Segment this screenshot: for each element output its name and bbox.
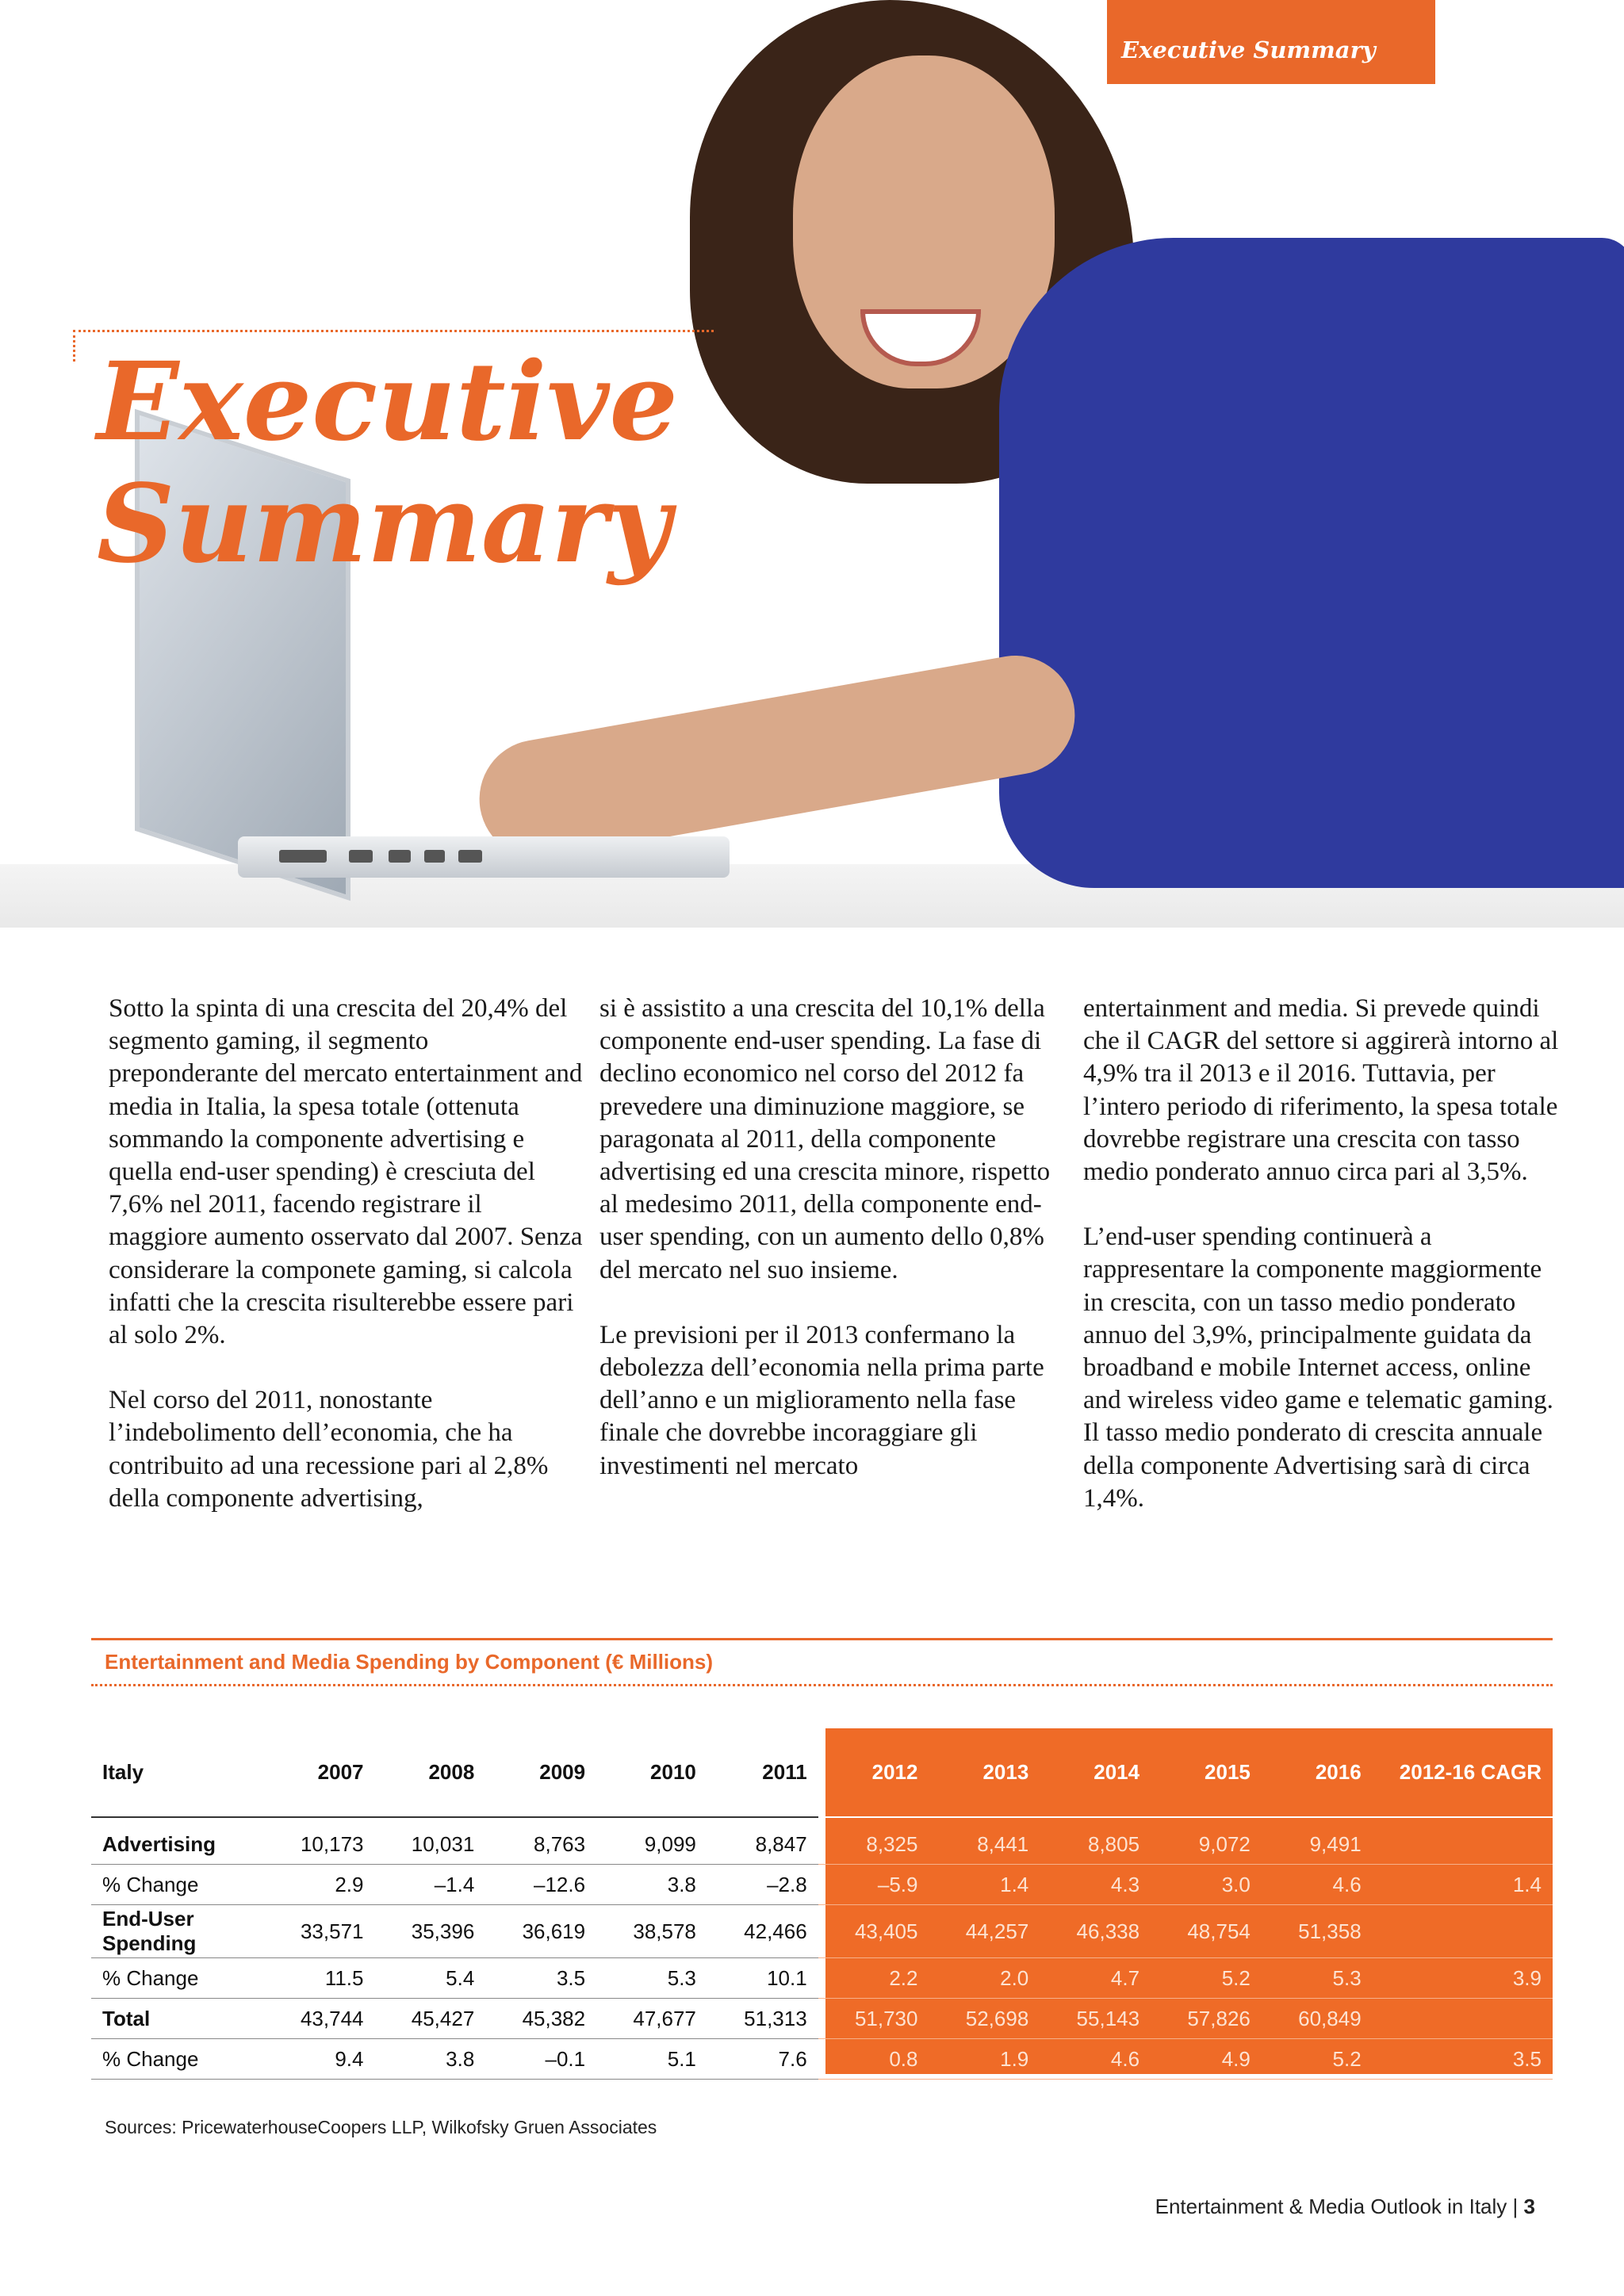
cell: 5.4 xyxy=(375,1958,486,1999)
cell: 9,491 xyxy=(1262,1817,1373,1865)
row-label: End-User Spending xyxy=(91,1905,264,1958)
cell: 5.1 xyxy=(596,2039,707,2080)
cell: 38,578 xyxy=(596,1905,707,1958)
hero-arm xyxy=(470,646,1085,868)
col-header: 2007 xyxy=(264,1728,375,1817)
cell: 51,313 xyxy=(707,1999,818,2039)
cell: 8,441 xyxy=(929,1817,1040,1865)
cell: 4.7 xyxy=(1040,1958,1151,1999)
cell: 2.2 xyxy=(818,1958,929,1999)
table-header-row xyxy=(91,1728,1553,1817)
body-column-2 xyxy=(599,993,1075,1515)
table-row xyxy=(91,1958,1553,1999)
spending-table xyxy=(91,1728,1553,2080)
paragraph: Nel corso del 2011, nonostante l’indebolimento dell’economia, che ha contribuito ad una recessione pari al 2,8% della componente advertising, xyxy=(109,1386,549,1513)
table-row xyxy=(91,2039,1553,2080)
cell: –5.9 xyxy=(818,1865,929,1905)
cell: 35,396 xyxy=(375,1905,486,1958)
col-header: 2008 xyxy=(375,1728,486,1817)
cell: 55,143 xyxy=(1040,1999,1151,2039)
paragraph: entertainment and media. Si prevede quindi che il CAGR del settore si aggirerà intorno al 4,9% tra il 2013 e il 2016. Tuttavia, per l’intero periodo di riferimento, la spesa totale dovrebbe registrare una crescita con tasso medio ponderato annuo circa pari al 3,5%. xyxy=(1083,994,1559,1187)
title-dotted-rule xyxy=(73,330,714,332)
cell: 45,382 xyxy=(485,1999,596,2039)
cell xyxy=(1373,1905,1553,1958)
row-label: Total xyxy=(91,1999,264,2039)
laptop-port xyxy=(279,850,327,863)
cell: 44,257 xyxy=(929,1905,1040,1958)
cell: 33,571 xyxy=(264,1905,375,1958)
section-tag xyxy=(1107,0,1435,84)
laptop-port xyxy=(389,850,411,863)
cell: 45,427 xyxy=(375,1999,486,2039)
cell: 5.3 xyxy=(596,1958,707,1999)
col-header: 2012 xyxy=(818,1728,929,1817)
row-label: Advertising xyxy=(91,1817,264,1865)
cell xyxy=(1373,1817,1553,1865)
cell: 3.0 xyxy=(1151,1865,1262,1905)
table-title: Entertainment and Media Spending by Component (€ Millions) xyxy=(105,1650,714,1674)
cell: 9.4 xyxy=(264,2039,375,2080)
table-top-rule xyxy=(91,1638,1553,1640)
col-header: 2011 xyxy=(707,1728,818,1817)
cell: 57,826 xyxy=(1151,1999,1262,2039)
cell: 0.8 xyxy=(818,2039,929,2080)
page-title-line2: Summary xyxy=(97,461,671,587)
col-header: Italy xyxy=(91,1728,264,1817)
cell: 4.3 xyxy=(1040,1865,1151,1905)
cell: 9,072 xyxy=(1151,1817,1262,1865)
cell: 3.8 xyxy=(596,1865,707,1905)
cell: 4.9 xyxy=(1151,2039,1262,2080)
cell: 60,849 xyxy=(1262,1999,1373,2039)
table-row xyxy=(91,1817,1553,1865)
cell: 10,173 xyxy=(264,1817,375,1865)
cell: 52,698 xyxy=(929,1999,1040,2039)
cell: 8,805 xyxy=(1040,1817,1151,1865)
cell: 3.8 xyxy=(375,2039,486,2080)
cell: 1.9 xyxy=(929,2039,1040,2080)
hero-shirt xyxy=(999,238,1624,888)
cell: 8,847 xyxy=(707,1817,818,1865)
cell: 7.6 xyxy=(707,2039,818,2080)
cell: 1.4 xyxy=(1373,1865,1553,1905)
cell: 43,405 xyxy=(818,1905,929,1958)
cell: 5.3 xyxy=(1262,1958,1373,1999)
footer-separator: | xyxy=(1512,2195,1519,2218)
paragraph: si è assistito a una crescita del 10,1% della componente end-user spending. La fase di declino economico nel corso del 2012 fa prevedere una diminuzione maggiore, se paragonata al 2011, della componente advertising ed una crescita minore, rispetto al medesimo 2011, della componente end-user spending, con un aumento dello 0,8% del mercato nel suo insieme. xyxy=(599,994,1051,1284)
cell: 48,754 xyxy=(1151,1905,1262,1958)
row-label: % Change xyxy=(91,2039,264,2080)
cell: –12.6 xyxy=(485,1865,596,1905)
cell: 10,031 xyxy=(375,1817,486,1865)
cell: 1.4 xyxy=(929,1865,1040,1905)
cell: 5.2 xyxy=(1262,2039,1373,2080)
cell: 11.5 xyxy=(264,1958,375,1999)
paragraph: Sotto la spinta di una crescita del 20,4% del segmento gaming, il segmento preponderante del mercato entertainment and media in Italia, la spesa totale (ottenuta sommando la componente advertising e quella end-user spending) è cresciuta del 7,6% nel 2011, facendo registrare il maggiore aumento osservato dal 2007. Senza considerare la componete gaming, si calcola infatti che la crescita risulterebbe essere pari al solo 2%. xyxy=(109,994,583,1350)
cell: 51,730 xyxy=(818,1999,929,2039)
cell: 4.6 xyxy=(1262,1865,1373,1905)
cell: 43,744 xyxy=(264,1999,375,2039)
cell: –0.1 xyxy=(485,2039,596,2080)
cell: 47,677 xyxy=(596,1999,707,2039)
cell: 5.2 xyxy=(1151,1958,1262,1999)
page-footer xyxy=(1155,2195,1535,2219)
table-row xyxy=(91,1865,1553,1905)
cell: 36,619 xyxy=(485,1905,596,1958)
cell: 3.9 xyxy=(1373,1958,1553,1999)
col-header: 2013 xyxy=(929,1728,1040,1817)
cell: 51,358 xyxy=(1262,1905,1373,1958)
col-header: 2010 xyxy=(596,1728,707,1817)
cell: 3.5 xyxy=(485,1958,596,1999)
cell: 9,099 xyxy=(596,1817,707,1865)
footer-publication: Entertainment & Media Outlook in Italy xyxy=(1155,2195,1507,2218)
paragraph: Le previsioni per il 2013 confermano la debolezza dell’economia nella prima parte dell’anno e un miglioramento nella fase finale che dovrebbe incoraggiare gli investimenti nel mercato xyxy=(599,1320,1044,1480)
table-sources: Sources: PricewaterhouseCoopers LLP, Wilkofsky Gruen Associates xyxy=(105,2117,657,2137)
table-dotted-rule xyxy=(91,1684,1553,1686)
cell: 4.6 xyxy=(1040,2039,1151,2080)
cell: –2.8 xyxy=(707,1865,818,1905)
page-number: 3 xyxy=(1523,2195,1535,2218)
row-label: % Change xyxy=(91,1865,264,1905)
section-tag-label: Executive Summary xyxy=(1121,36,1376,63)
col-header: 2015 xyxy=(1151,1728,1262,1817)
table-row xyxy=(91,1999,1553,2039)
cell: 42,466 xyxy=(707,1905,818,1958)
page-title xyxy=(97,341,678,585)
body-column-1 xyxy=(109,993,584,1548)
paragraph: L’end-user spending continuerà a rappresentare la componente maggiormente in crescita, con un tasso medio ponderato annuo del 3,9%, principalmente guidata da broadband e mobile Internet access, online and wireless video game e telematic gaming. Il tasso medio ponderato di crescita annuale della componente Advertising sarà di circa 1,4%. xyxy=(1083,1223,1553,1513)
laptop-port xyxy=(458,850,482,863)
row-label: % Change xyxy=(91,1958,264,1999)
cell: 3.5 xyxy=(1373,2039,1553,2080)
cell: –1.4 xyxy=(375,1865,486,1905)
laptop-port xyxy=(424,850,445,863)
col-header: 2009 xyxy=(485,1728,596,1817)
cell: 8,763 xyxy=(485,1817,596,1865)
col-header: 2012-16 CAGR xyxy=(1373,1728,1553,1817)
cell: 10.1 xyxy=(707,1958,818,1999)
cell: 46,338 xyxy=(1040,1905,1151,1958)
cell: 2.9 xyxy=(264,1865,375,1905)
table-row xyxy=(91,1905,1553,1958)
body-column-3 xyxy=(1083,993,1559,1548)
cell xyxy=(1373,1999,1553,2039)
col-header: 2014 xyxy=(1040,1728,1151,1817)
col-header: 2016 xyxy=(1262,1728,1373,1817)
title-dotted-rule-left xyxy=(73,330,75,362)
page-title-line1: Executive xyxy=(97,339,678,465)
laptop-port xyxy=(349,850,373,863)
cell: 2.0 xyxy=(929,1958,1040,1999)
cell: 8,325 xyxy=(818,1817,929,1865)
